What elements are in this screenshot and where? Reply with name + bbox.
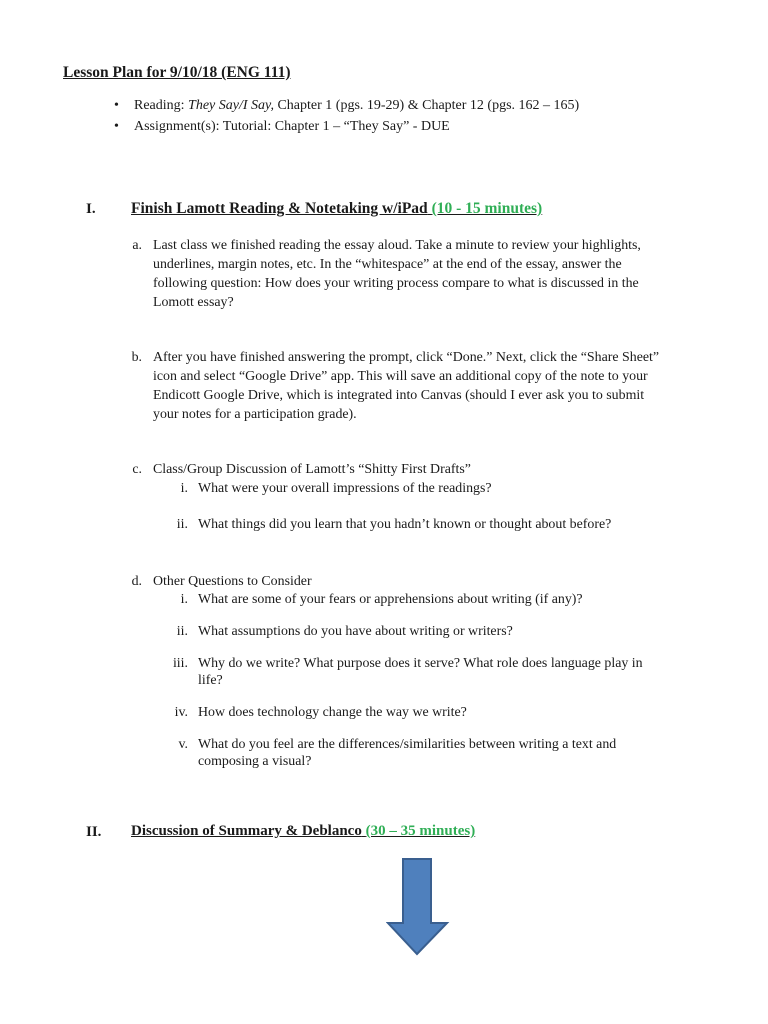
sub-item-text: What are some of your fears or apprehensions about writing (if any)? bbox=[198, 592, 583, 607]
section-heading: Finish Lamott Reading & Notetaking w/iPad (10 - 15 minutes) bbox=[131, 200, 543, 217]
page-title: Lesson Plan for 9/10/18 (ENG 111) bbox=[63, 64, 291, 81]
item-line: Class/Group Discussion of Lamott’s “Shitty First Drafts” bbox=[153, 462, 471, 477]
sub-item-label: ii. bbox=[176, 624, 188, 639]
sub-item-label: i. bbox=[180, 481, 188, 496]
sub-item-label: i. bbox=[180, 592, 188, 607]
sub-item-text: How does technology change the way we write? bbox=[198, 705, 467, 720]
item-line: icon and select “Google Drive” app. This will save an additional copy of the note to your bbox=[153, 369, 648, 384]
bullet-dot: • bbox=[114, 119, 119, 134]
sub-item-label: v. bbox=[178, 737, 188, 752]
sub-item-label: iii. bbox=[172, 656, 188, 671]
item-label: a. bbox=[132, 238, 142, 253]
item-line: your notes for a participation grade). bbox=[153, 407, 357, 422]
item-line: Endicott Google Drive, which is integrated into Canvas (should I ever ask you to submit bbox=[153, 388, 645, 403]
sub-item-text: What assumptions do you have about writing or writers? bbox=[198, 624, 513, 639]
section-heading: Discussion of Summary & Deblanco (30 – 35 minutes) bbox=[131, 823, 476, 839]
time-estimate: (10 - 15 minutes) bbox=[431, 200, 543, 217]
item-line: underlines, margin notes, etc. In the “whitespace” at the end of the essay, answer the bbox=[153, 257, 622, 272]
section-number: I. bbox=[86, 201, 96, 217]
item-line: following question: How does your writing process compare to what is discussed in the bbox=[153, 276, 639, 291]
sub-item-label: iv. bbox=[174, 705, 188, 720]
section-number: II. bbox=[86, 824, 102, 840]
bullet-text: Assignment(s): Tutorial: Chapter 1 – “They Say” - DUE bbox=[134, 119, 450, 134]
down-arrow-icon bbox=[386, 857, 450, 957]
time-estimate: (30 – 35 minutes) bbox=[365, 823, 476, 839]
sub-item-text: life? bbox=[198, 673, 223, 688]
sub-item-text: composing a visual? bbox=[198, 754, 312, 769]
sub-item-label: ii. bbox=[176, 517, 188, 532]
bullet-dot: • bbox=[114, 98, 119, 113]
item-label: c. bbox=[132, 462, 142, 477]
item-line: Last class we finished reading the essay aloud. Take a minute to review your highlights, bbox=[153, 238, 641, 253]
sub-item-text: What were your overall impressions of the readings? bbox=[198, 481, 492, 496]
item-line: After you have finished answering the prompt, click “Done.” Next, click the “Share Sheet” bbox=[153, 350, 660, 365]
down-arrow-shape bbox=[388, 859, 447, 954]
bullet-text: Reading: They Say/I Say, Chapter 1 (pgs. 19-29) & Chapter 12 (pgs. 162 – 165) bbox=[134, 98, 580, 113]
item-line: Lomott essay? bbox=[153, 295, 234, 310]
item-label: d. bbox=[131, 574, 142, 589]
sub-item-text: What things did you learn that you hadn’t known or thought about before? bbox=[198, 517, 612, 532]
sub-item-text: What do you feel are the differences/similarities between writing a text and bbox=[198, 737, 617, 752]
sub-item-text: Why do we write? What purpose does it serve? What role does language play in bbox=[198, 656, 643, 671]
item-line: Other Questions to Consider bbox=[153, 574, 312, 589]
item-label: b. bbox=[131, 350, 142, 365]
